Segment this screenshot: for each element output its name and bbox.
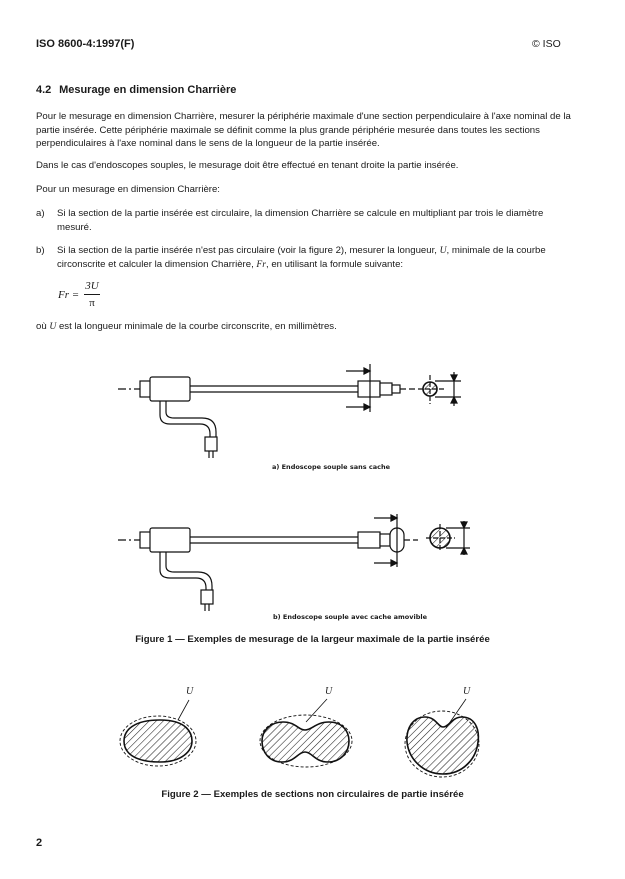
fraction-bar	[84, 294, 100, 295]
list-item-b-text-part2: , minimale de la courbe circonscrite et calculer la dimension Charrière,	[57, 245, 546, 270]
figure-1-caption: Figure 1 — Exemples de mesurage de la largeur maximale de la partie insérée	[135, 634, 490, 645]
list-item-b-label: b)	[36, 245, 45, 256]
copyright-notice: © ISO	[532, 38, 561, 50]
formula-numerator: 3U	[85, 280, 99, 292]
where-clause	[36, 320, 576, 334]
paragraph-2: Dans le cas d'endoscopes souples, le mesurage doit être effectué en tenant droite la partie insérée.	[36, 160, 459, 171]
list-item-b-text	[57, 244, 576, 271]
variable-u: U	[439, 245, 447, 256]
u-label-1: U	[186, 686, 194, 697]
formula-denominator: π	[89, 297, 95, 309]
figure-1a-caption: a) Endoscope souple sans cache	[272, 463, 390, 471]
endoscope-b	[118, 514, 470, 611]
list-item-a-label: a)	[36, 208, 45, 219]
variable-fr: Fr	[256, 258, 267, 270]
list-item-a-text: Si la section de la partie insérée est circulaire, la dimension Charrière se calcule en multipliant par trois le diamètre mesuré.	[57, 208, 544, 233]
page-number: 2	[36, 837, 43, 849]
endoscope-a	[118, 364, 461, 458]
section-heading	[36, 84, 236, 96]
figure-2-drawing	[0, 680, 625, 780]
paragraph-3: Pour un mesurage en dimension Charrière:	[36, 184, 220, 195]
document-id: ISO 8600-4:1997(F)	[36, 38, 135, 50]
section-title: Mesurage en dimension Charrière	[59, 84, 237, 96]
figure-2-caption: Figure 2 — Exemples de sections non circulaires de partie insérée	[161, 789, 464, 800]
paragraph-1: Pour le mesurage en dimension Charrière, mesurer la périphérie maximale d'une section perpendiculaire à l'axe nominal de la partie insérée. Cette périphérie maximale se définit comme la plus grande périphérie mesurée dans toutes les sections perpendiculaires à l'axe nominal dans le sens de la longueur de la partie insérée.	[36, 111, 571, 150]
where-prefix: où	[36, 321, 50, 332]
list-item-b-text-part3: , en utilisant la formule suivante:	[266, 258, 404, 270]
figure-1-drawing	[0, 355, 625, 635]
list-item-b	[36, 244, 576, 271]
formula-lhs: Fr =	[58, 289, 80, 301]
list-item-b-text-part1: Si la section de la partie insérée n'est pas circulaire (voir la figure 2), mesurer la longueur,	[57, 245, 440, 256]
u-label-2: U	[325, 686, 333, 697]
where-text: est la longueur minimale de la courbe circonscrite, en millimètres.	[56, 321, 337, 332]
section-number: 4.2	[36, 84, 52, 96]
figure-1b-caption: b) Endoscope souple avec cache amovible	[273, 613, 428, 621]
list-item-a	[36, 207, 576, 234]
where-variable: U	[49, 321, 57, 332]
u-label-3: U	[463, 686, 471, 697]
